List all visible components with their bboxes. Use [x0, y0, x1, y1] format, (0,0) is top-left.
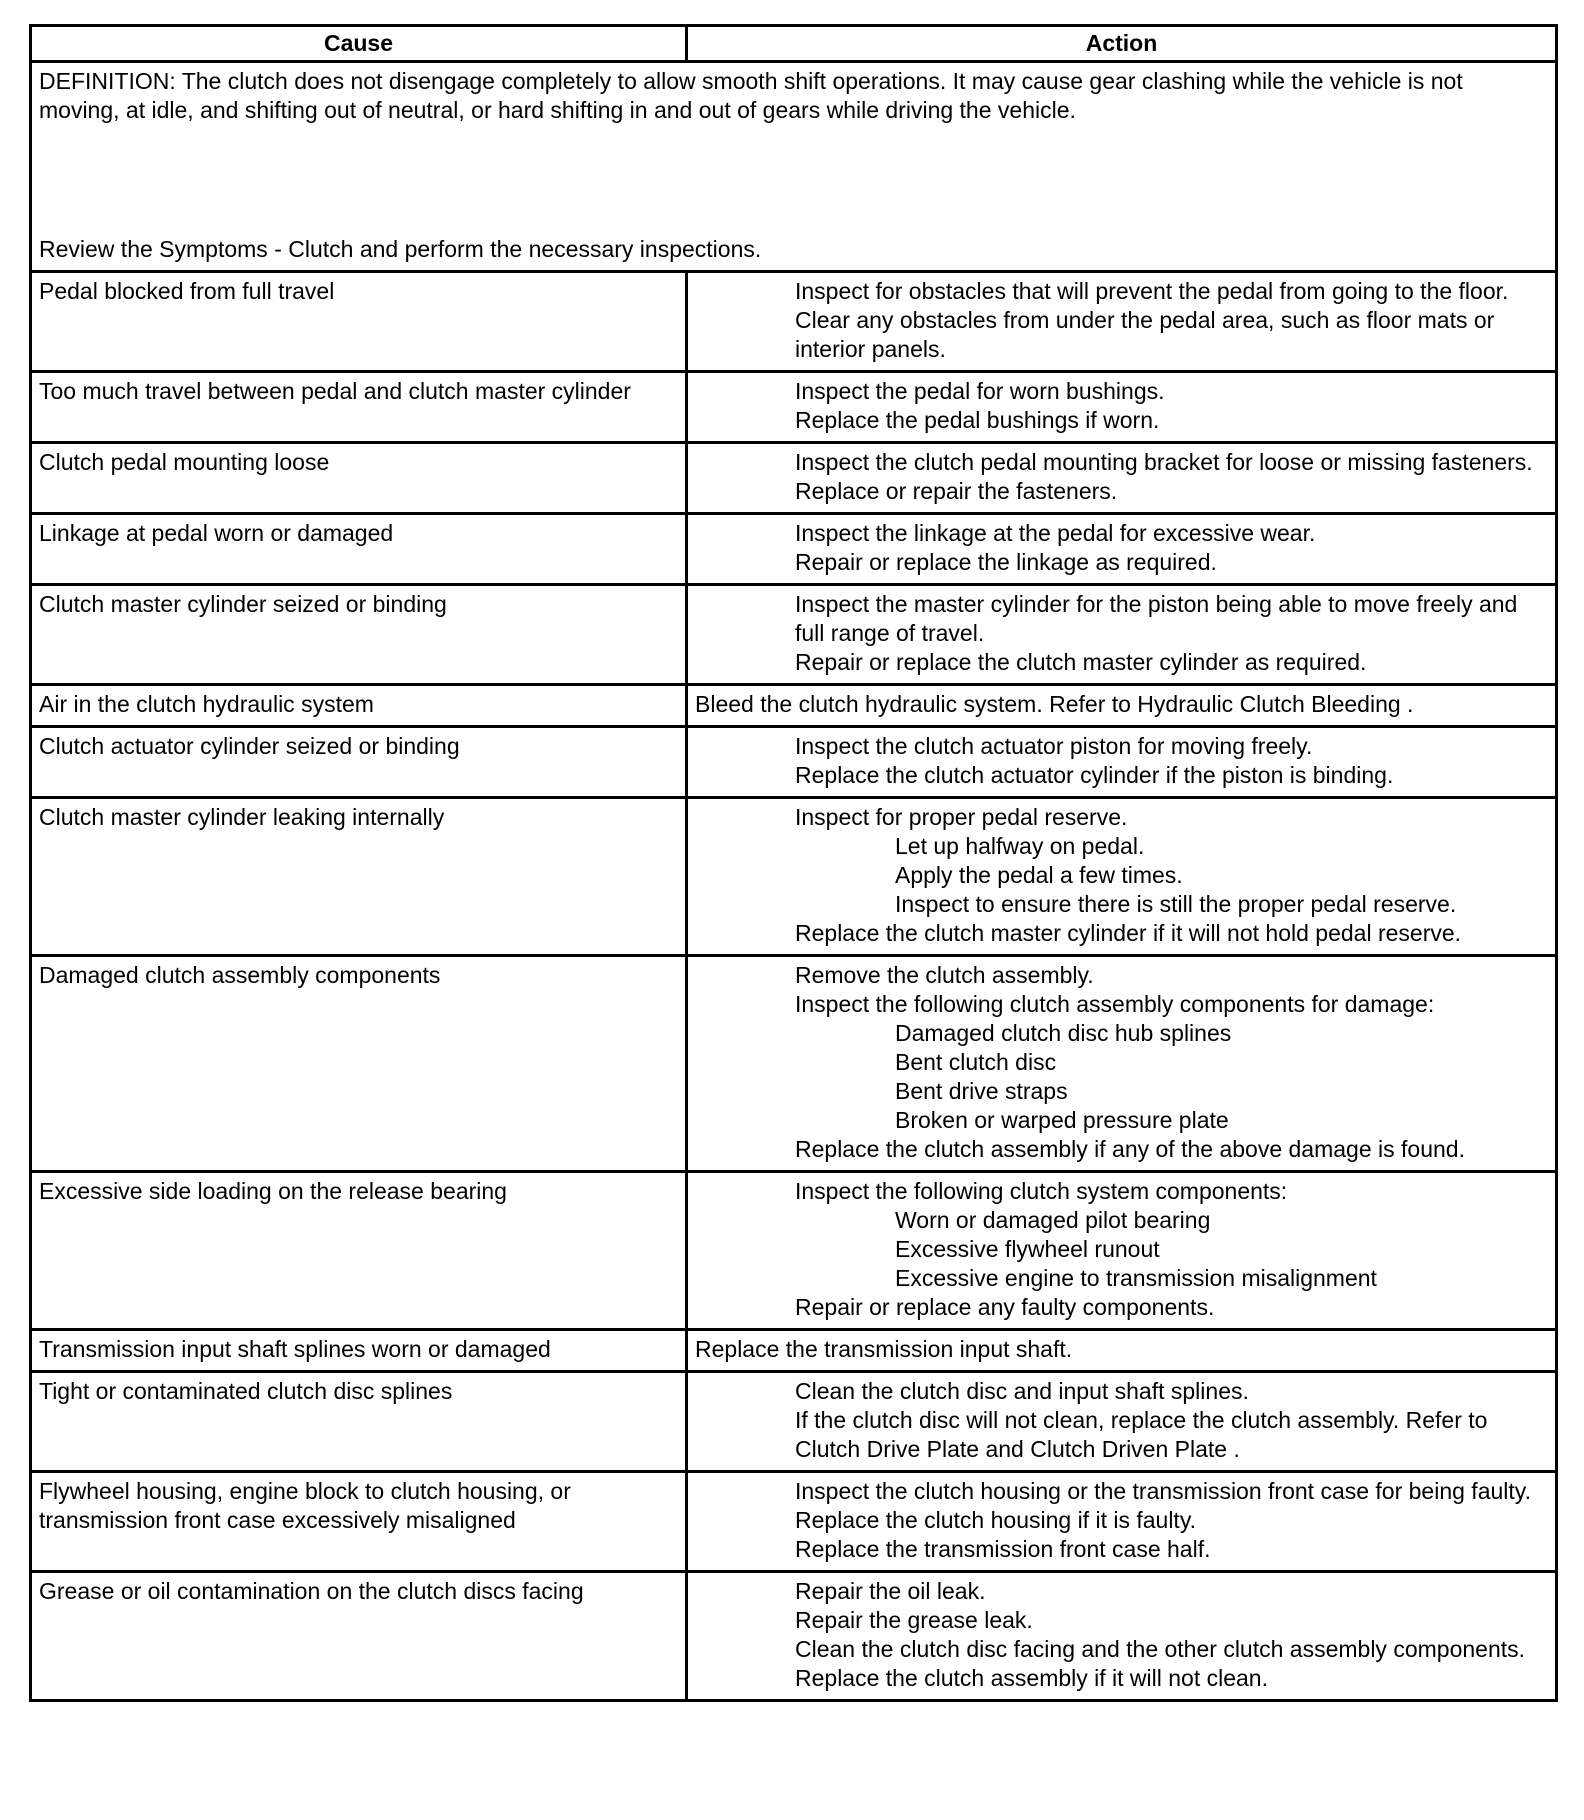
action-step: Replace the clutch assembly if any of the above damage is found.: [795, 1136, 1465, 1162]
action-cell: [687, 1472, 1557, 1572]
action-step: Repair or replace any faulty components.: [795, 1294, 1215, 1320]
action-step: Inspect the clutch actuator piston for moving freely.: [795, 733, 1313, 759]
action-substep: Excessive engine to transmission misalignment: [895, 1265, 1377, 1291]
cause-cell: Clutch master cylinder seized or binding: [31, 585, 687, 685]
table-row: [31, 956, 1557, 1172]
action-step: Inspect the clutch housing or the transmission front case for being faulty.: [795, 1478, 1531, 1504]
action-step: Inspect the linkage at the pedal for excessive wear.: [795, 520, 1316, 546]
action-step: Clear any obstacles from under the pedal area, such as floor mats or interior panels.: [795, 307, 1495, 362]
action-substep: Bent clutch disc: [895, 1049, 1057, 1075]
action-substep: Apply the pedal a few times.: [895, 862, 1183, 888]
table-row: [31, 685, 1557, 727]
definition-spacer: [39, 125, 1548, 235]
action-step: Repair the oil leak.: [795, 1578, 986, 1604]
review-text: Review the Symptoms - Clutch and perform the necessary inspections.: [39, 236, 762, 262]
action-step: Replace the clutch housing if it is faulty.: [795, 1507, 1197, 1533]
action-cell: [687, 585, 1557, 685]
cause-cell: Clutch pedal mounting loose: [31, 443, 687, 514]
definition-row: [31, 62, 1557, 272]
action-cell: [687, 1330, 1557, 1372]
table-row: [31, 514, 1557, 585]
table-row: [31, 585, 1557, 685]
action-step: Repair or replace the clutch master cylinder as required.: [795, 649, 1367, 675]
action-step: Inspect the master cylinder for the piston being able to move freely and full range of travel.: [795, 591, 1518, 646]
action-cell: [687, 727, 1557, 798]
action-step: Inspect for obstacles that will prevent the pedal from going to the floor.: [795, 278, 1509, 304]
action-substep: Bent drive straps: [895, 1078, 1068, 1104]
action-step: Inspect the following clutch system components:: [795, 1178, 1288, 1204]
action-step: Replace the transmission front case half.: [795, 1536, 1211, 1562]
action-substep: Inspect to ensure there is still the proper pedal reserve.: [895, 891, 1457, 917]
cause-cell: Too much travel between pedal and clutch master cylinder: [31, 372, 687, 443]
table-row: [31, 1372, 1557, 1472]
action-cell: [687, 685, 1557, 727]
cause-cell: Air in the clutch hydraulic system: [31, 685, 687, 727]
action-step: Repair the grease leak.: [795, 1607, 1033, 1633]
action-step: Replace the pedal bushings if worn.: [795, 407, 1160, 433]
action-cell: [687, 272, 1557, 372]
action-step: Bleed the clutch hydraulic system. Refer to Hydraulic Clutch Bleeding .: [695, 691, 1414, 717]
action-cell: [687, 372, 1557, 443]
action-substep: Broken or warped pressure plate: [895, 1107, 1229, 1133]
table-row: [31, 272, 1557, 372]
cause-cell: Grease or oil contamination on the clutch discs facing: [31, 1572, 687, 1701]
action-step: Replace the transmission input shaft.: [695, 1336, 1073, 1362]
table-row: [31, 1172, 1557, 1330]
cause-cell: Flywheel housing, engine block to clutch housing, or transmission front case excessively misaligned: [31, 1472, 687, 1572]
action-cell: [687, 1572, 1557, 1701]
header-row: [31, 26, 1557, 62]
action-step: Clean the clutch disc and input shaft splines.: [795, 1378, 1249, 1404]
definition-text: DEFINITION: The clutch does not disengage completely to allow smooth shift operations. It may cause gear clashing while the vehicle is not moving, at idle, and shifting out of neutral, or hard shifting in and out of gears while driving the vehicle.: [39, 68, 1463, 123]
table-row: [31, 727, 1557, 798]
action-column-header: Action: [687, 26, 1557, 62]
cause-cell: Clutch master cylinder leaking internally: [31, 798, 687, 956]
action-step: Replace the clutch actuator cylinder if the piston is binding.: [795, 762, 1394, 788]
action-cell: [687, 1372, 1557, 1472]
action-cell: [687, 443, 1557, 514]
action-step: Inspect the pedal for worn bushings.: [795, 378, 1165, 404]
action-step: Inspect the following clutch assembly components for damage:: [795, 991, 1435, 1017]
table-row: [31, 798, 1557, 956]
table-row: [31, 1472, 1557, 1572]
table-row: [31, 1572, 1557, 1701]
action-cell: [687, 798, 1557, 956]
cause-cell: Pedal blocked from full travel: [31, 272, 687, 372]
diagnostic-table: [29, 24, 1558, 1702]
cause-cell: Linkage at pedal worn or damaged: [31, 514, 687, 585]
cause-cell: Excessive side loading on the release bearing: [31, 1172, 687, 1330]
table-row: [31, 1330, 1557, 1372]
action-step: Repair or replace the linkage as required.: [795, 549, 1217, 575]
cause-cell: Clutch actuator cylinder seized or binding: [31, 727, 687, 798]
cause-cell: Tight or contaminated clutch disc splines: [31, 1372, 687, 1472]
definition-cell: [31, 62, 1557, 272]
action-substep: Excessive flywheel runout: [895, 1236, 1160, 1262]
action-step: Clean the clutch disc facing and the other clutch assembly components.: [795, 1636, 1526, 1662]
cause-cell: Damaged clutch assembly components: [31, 956, 687, 1172]
action-cell: [687, 956, 1557, 1172]
table-row: [31, 443, 1557, 514]
action-substep: Damaged clutch disc hub splines: [895, 1020, 1232, 1046]
action-cell: [687, 514, 1557, 585]
action-step: Remove the clutch assembly.: [795, 962, 1094, 988]
table-row: [31, 372, 1557, 443]
action-cell: [687, 1172, 1557, 1330]
action-step: Replace or repair the fasteners.: [795, 478, 1118, 504]
action-step: Replace the clutch assembly if it will not clean.: [795, 1665, 1268, 1691]
cause-cell: Transmission input shaft splines worn or damaged: [31, 1330, 687, 1372]
action-substep: Let up halfway on pedal.: [895, 833, 1145, 859]
cause-column-header: Cause: [31, 26, 687, 62]
action-step: Inspect the clutch pedal mounting bracket for loose or missing fasteners.: [795, 449, 1533, 475]
action-step: If the clutch disc will not clean, replace the clutch assembly. Refer to Clutch Drive Plate and Clutch Driven Plate .: [795, 1407, 1488, 1462]
action-step: Inspect for proper pedal reserve.: [795, 804, 1128, 830]
action-substep: Worn or damaged pilot bearing: [895, 1207, 1211, 1233]
action-step: Replace the clutch master cylinder if it will not hold pedal reserve.: [795, 920, 1462, 946]
